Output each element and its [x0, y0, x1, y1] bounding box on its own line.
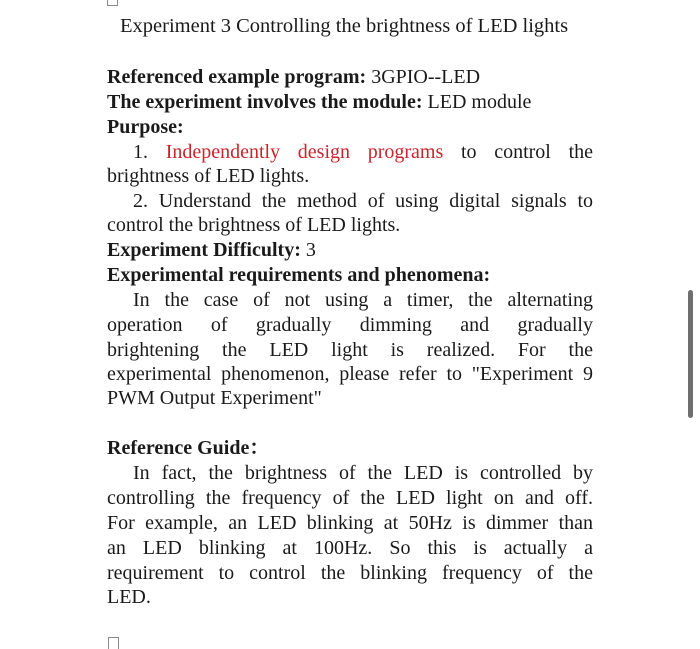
- requirements-line: operation of gradually dimming and gradually: [107, 314, 593, 336]
- referenced-program-line: [107, 65, 480, 89]
- difficulty-label: Experiment Difficulty:: [107, 239, 301, 261]
- guide-heading: [107, 436, 269, 460]
- purpose-heading: [107, 115, 184, 139]
- guide-line: LED.: [107, 586, 151, 608]
- difficulty-line: [107, 238, 316, 262]
- guide-line: In fact, the brightness of the LED is controlled by: [133, 462, 593, 484]
- difficulty-value: 3: [300, 239, 316, 261]
- page-title: Experiment 3 Controlling the brightness of LED lights: [120, 15, 569, 37]
- checkbox-top[interactable]: [107, 0, 118, 6]
- purpose-item-2-cont: control the brightness of LED lights.: [107, 214, 401, 236]
- module-label: The experiment involves the module:: [107, 91, 423, 113]
- purpose-item-1: [133, 140, 593, 164]
- purpose-item-2: 2. Understand the method of using digital signals to: [133, 190, 593, 212]
- referenced-program-value: 3GPIO--LED: [366, 66, 481, 88]
- requirements-line: experimental phenomenon, please refer to "Experiment 9: [107, 363, 593, 385]
- purpose-item-1-cont: brightness of LED lights.: [107, 165, 310, 187]
- guide-label: Reference Guide：: [107, 437, 270, 459]
- requirements-line: In the case of not using a timer, the alternating: [133, 289, 593, 311]
- purpose-item-1-rest: to control the: [443, 141, 594, 163]
- requirements-label: Experimental requirements and phenomena:: [107, 264, 491, 286]
- requirements-heading: [107, 263, 490, 287]
- purpose-item-1-prefix: 1.: [133, 141, 166, 163]
- purpose-item-1-highlight: Independently design programs: [165, 141, 444, 163]
- guide-line: controlling the frequency of the LED light on and off.: [107, 487, 593, 509]
- module-value: LED module: [422, 91, 532, 113]
- guide-line: For example, an LED blinking at 50Hz is dimmer than: [107, 512, 593, 534]
- referenced-program-label: Referenced example program:: [107, 66, 367, 88]
- guide-line: an LED blinking at 100Hz. So this is actually a: [107, 537, 593, 559]
- checkbox-bottom[interactable]: [108, 637, 119, 649]
- requirements-line: PWM Output Experiment": [107, 387, 322, 409]
- purpose-label: Purpose:: [107, 116, 184, 138]
- guide-line: requirement to control the blinking frequency of the: [107, 562, 593, 584]
- module-line: [107, 90, 531, 114]
- requirements-line: brightening the LED light is realized. For the: [107, 339, 593, 361]
- vertical-scrollbar[interactable]: [688, 290, 693, 418]
